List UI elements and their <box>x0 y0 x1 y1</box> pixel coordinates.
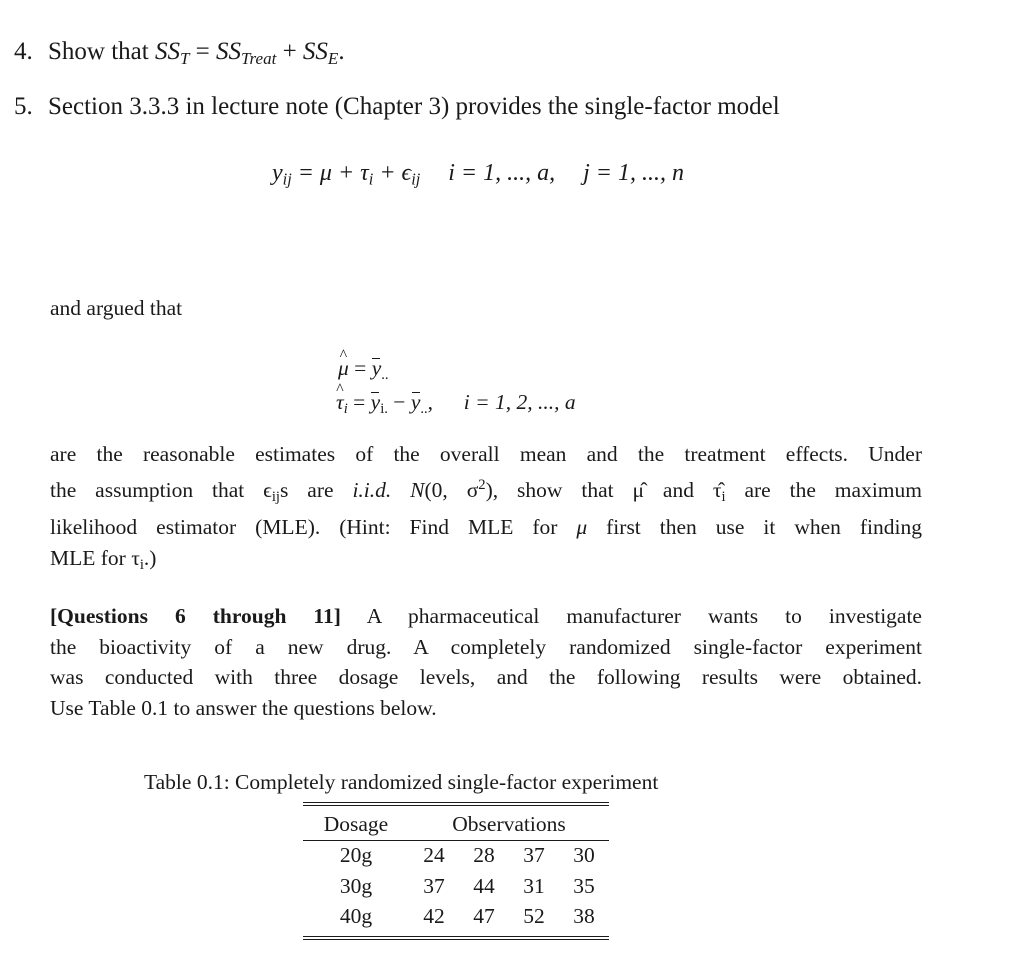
obs-cell: 28 <box>473 843 495 868</box>
question-text: Show that <box>48 38 149 65</box>
table-row <box>303 840 609 871</box>
dosage-cell: 20g <box>339 843 373 868</box>
plus-sign: + <box>282 38 297 65</box>
j-range: j = 1, ..., n <box>583 160 685 186</box>
paragraph-line: was conducted with three dosage levels, and the following results were obtained. <box>50 665 922 690</box>
obs-cell: 30 <box>573 843 595 868</box>
paragraph-line: the assumption that $\epsilon_{ij}s$ are i.i.d. N(0, $\sigma^2$), show that μ̂ and $\taû_i$ are the maximum <box>50 476 922 505</box>
table-row <box>303 902 609 939</box>
header-observations: Observations <box>452 811 566 836</box>
paragraph-line: [Questions 6 through 11] A pharmaceutical manufacturer wants to investigate <box>50 604 922 628</box>
header-dosage: Dosage <box>323 811 389 836</box>
question-4: 4. Show that $SS_T = SS_{Treat} + SS_E$. <box>14 38 345 68</box>
obs-cell: 35 <box>573 873 595 898</box>
obs-cell: 24 <box>423 843 445 868</box>
table-row <box>303 871 609 902</box>
question-range-label: [Questions 6 through 11] <box>50 604 341 628</box>
estimate-mu: μ ^ = $y_{..}$ <box>338 356 389 384</box>
questions-6-11-paragraph <box>50 601 922 723</box>
obs-cell: 31 <box>523 873 545 898</box>
i-range: i = 1, ..., a, <box>448 160 556 186</box>
equation-sstreat: $SS_{Treat}$ <box>216 38 277 68</box>
paragraph-line: the bioactivity of a new drug. A completely randomized single-factor experiment <box>50 634 922 659</box>
obs-cell: 37 <box>523 843 545 868</box>
question-5 <box>14 94 780 119</box>
obs-cell: 44 <box>473 873 495 898</box>
obs-cell: 37 <box>423 873 445 898</box>
table-caption: Table 0.1: Completely randomized single-factor experiment <box>144 770 659 794</box>
equation-sst: $SS_T$ <box>154 38 190 68</box>
obs-cell: 42 <box>423 904 445 929</box>
observations-table <box>303 802 609 940</box>
question-number: 5. <box>14 93 33 120</box>
paragraph-line: MLE for $\tau_i$.) <box>50 545 157 573</box>
obs-cell: 38 <box>573 904 595 929</box>
paragraph-line: Use Table 0.1 to answer the questions below. <box>50 695 437 720</box>
argued-text: and argued that <box>50 296 183 320</box>
question-text: Section 3.3.3 in lecture note (Chapter 3) provides the single-factor model <box>48 93 780 120</box>
paragraph-line: are the reasonable estimates of the overall mean and the treatment effects. Under <box>50 442 922 466</box>
obs-cell: 47 <box>473 904 495 929</box>
paragraph-line: likelihood estimator (MLE). (Hint: Find MLE for μ first then use it when finding <box>50 515 922 540</box>
model-equation: $y_{ij} = \mu + \tau_i + \epsilon_{ij}$ i = 1, ..., a, j = 1, ..., n <box>272 160 685 189</box>
dosage-cell: 30g <box>339 873 373 898</box>
question-number: 4. <box>14 38 33 65</box>
dosage-cell: 40g <box>339 904 373 929</box>
table-header-row <box>303 804 609 840</box>
equals-sign: = <box>195 38 210 65</box>
estimate-tau: τ $\^{}_i = y_{i.} - y_{..}$, i = 1, 2, ..., a <box>336 390 576 418</box>
mle-paragraph <box>50 439 922 581</box>
obs-cell: 52 <box>523 904 545 929</box>
equation-sse: $SS_E$ <box>302 38 339 68</box>
i-range: i = 1, 2, ..., a <box>463 390 576 414</box>
